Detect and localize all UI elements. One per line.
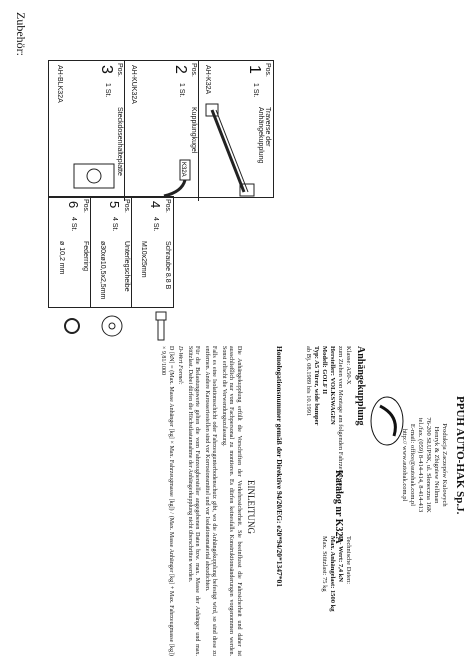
part-qty: 1 St. (252, 83, 259, 98)
part-pos-label: Pos. (190, 63, 197, 78)
parts-table-right (48, 196, 174, 308)
part-qty: 4 St. (70, 217, 77, 232)
washer-drawing (102, 316, 122, 336)
logo-hook-icon (370, 396, 404, 446)
part-qty: 1 St. (178, 83, 185, 98)
product-title: Anhängekupplung (355, 346, 366, 426)
part-pos-label: Pos. (82, 199, 89, 214)
part-spec: ø 10,2 mm (58, 241, 65, 275)
part-spec: ø30xø10,5x2,5mm (99, 241, 106, 300)
part-number: 6 (66, 201, 81, 209)
part-name: Kupplungkugel (190, 107, 197, 154)
part-name: Unterlegscheibe (123, 241, 130, 292)
part-number: 5 (107, 201, 122, 209)
part-mark: AH-KUK32A (130, 65, 137, 104)
einleitung-title: EINLEITUNG (246, 480, 256, 534)
part-mark: AH-BLK32A (56, 65, 63, 103)
parts-drawings (50, 100, 274, 200)
part-qty: 1 St. (104, 83, 111, 98)
part-pos-label: Pos. (264, 63, 271, 78)
company-name: PPUH AUTO-HAK Sp.J. (454, 396, 466, 515)
homologation: Homologationsnummer gemäß der Direktive 94/20/EG: e20*94/20*1347*01 (275, 346, 284, 588)
zubehor-title: Zubehör: (14, 12, 28, 56)
company-logo (370, 396, 404, 446)
einleitung-body: Die Anhängekupplung erfüllt die Vorschriften der Verkehrssicherheit. Sie beeinflusst die Fahrsicherheit und daher ist ausschließlich nur vom Fachpersonal zu montieren. Es dürfen keinesfalls Konstruktionsänderungen vorgenommen werden. Sonst erlischt die Verwendungszulassung. Falls es eine Isolationsschicht oder Fahrzeugunterbodenschutz gibt, wo die Anhängekupplung befestigt wird, so sind diese zu entfernen. Andere Karosseriestellen sind vor Korrosionsmittel und vor Isolationsmaterial abzudichten. Für die Belastungswerte gelten die vom Fahrzeughersteller angegebenen Daten bzw. max. Masse der Anhänger und max. Stützlast. Dabei dürfen die Höchstlastannahme der Anhängerkupplung nicht überschritten werden. D-Wert Formel: D [kN] = (Max. Masse Anhänger [kg] × Max. Fahrzeugmasse [kg]) / (Max. Masse Anhänger [kg] + Max. Fahrzeugmasse [kg]) × 9,81/1000 (160, 346, 242, 656)
part-name: Traverse der Anhängekupplung (257, 107, 271, 164)
part-spec: M10x25mm (140, 241, 147, 278)
part-pos-label: Pos. (164, 199, 171, 214)
part-pos-label: Pos. (123, 199, 130, 214)
part-number: 4 (148, 201, 163, 209)
part-number: 1 (246, 65, 263, 74)
catalog-number: Katalog nr K32A (333, 470, 344, 544)
bolt-drawing (156, 312, 166, 340)
part-number: 2 (172, 65, 189, 74)
part-row (50, 197, 91, 307)
part-number: 3 (98, 65, 115, 74)
product-info: Klasse: A50-X zum Ziehen von Montage am folgenden Fahrzeugtypen: Hersteller: VOLKSWAGEN Modell: GOLF II Typ: A5 Türer, wide bumper ab Bj. 08.1989 bis 10.1991 (305, 346, 352, 493)
part-qty: 4 St. (111, 217, 118, 232)
part-name: Steckdosenhalteplatte (116, 107, 123, 176)
ball-drawing (164, 160, 190, 196)
hardware-drawings (50, 306, 174, 346)
part-name: Federring (82, 241, 89, 271)
company-address: Produkcja Zaczepów Kulowych Henryk & Zbigniew Nellman 76-200 SŁUPSK, ul. Słoneczna 16K tel./fax. (059) 8-414-414, 8-414-413 E-mail: office@autohak.com.pl http:// www.autohak.com.pl (401, 417, 448, 513)
svg-text:K32A: K32A (180, 162, 186, 177)
part-name: Schraube 8.8 B (164, 241, 171, 290)
part-pos-label: Pos. (116, 63, 123, 78)
tech-data: Technische Daten: D - Wert: 7,4 kN Max. Anhängelast: 1500 kg Max. Stützlast: 75 kg (321, 536, 352, 612)
spring-washer-drawing (65, 319, 79, 333)
part-row (90, 197, 132, 307)
traverse-drawing (206, 104, 254, 196)
part-qty: 4 St. (152, 217, 159, 232)
part-row (131, 197, 173, 307)
part-mark: AH-K32A (204, 65, 211, 95)
socket-plate-drawing (74, 164, 114, 188)
